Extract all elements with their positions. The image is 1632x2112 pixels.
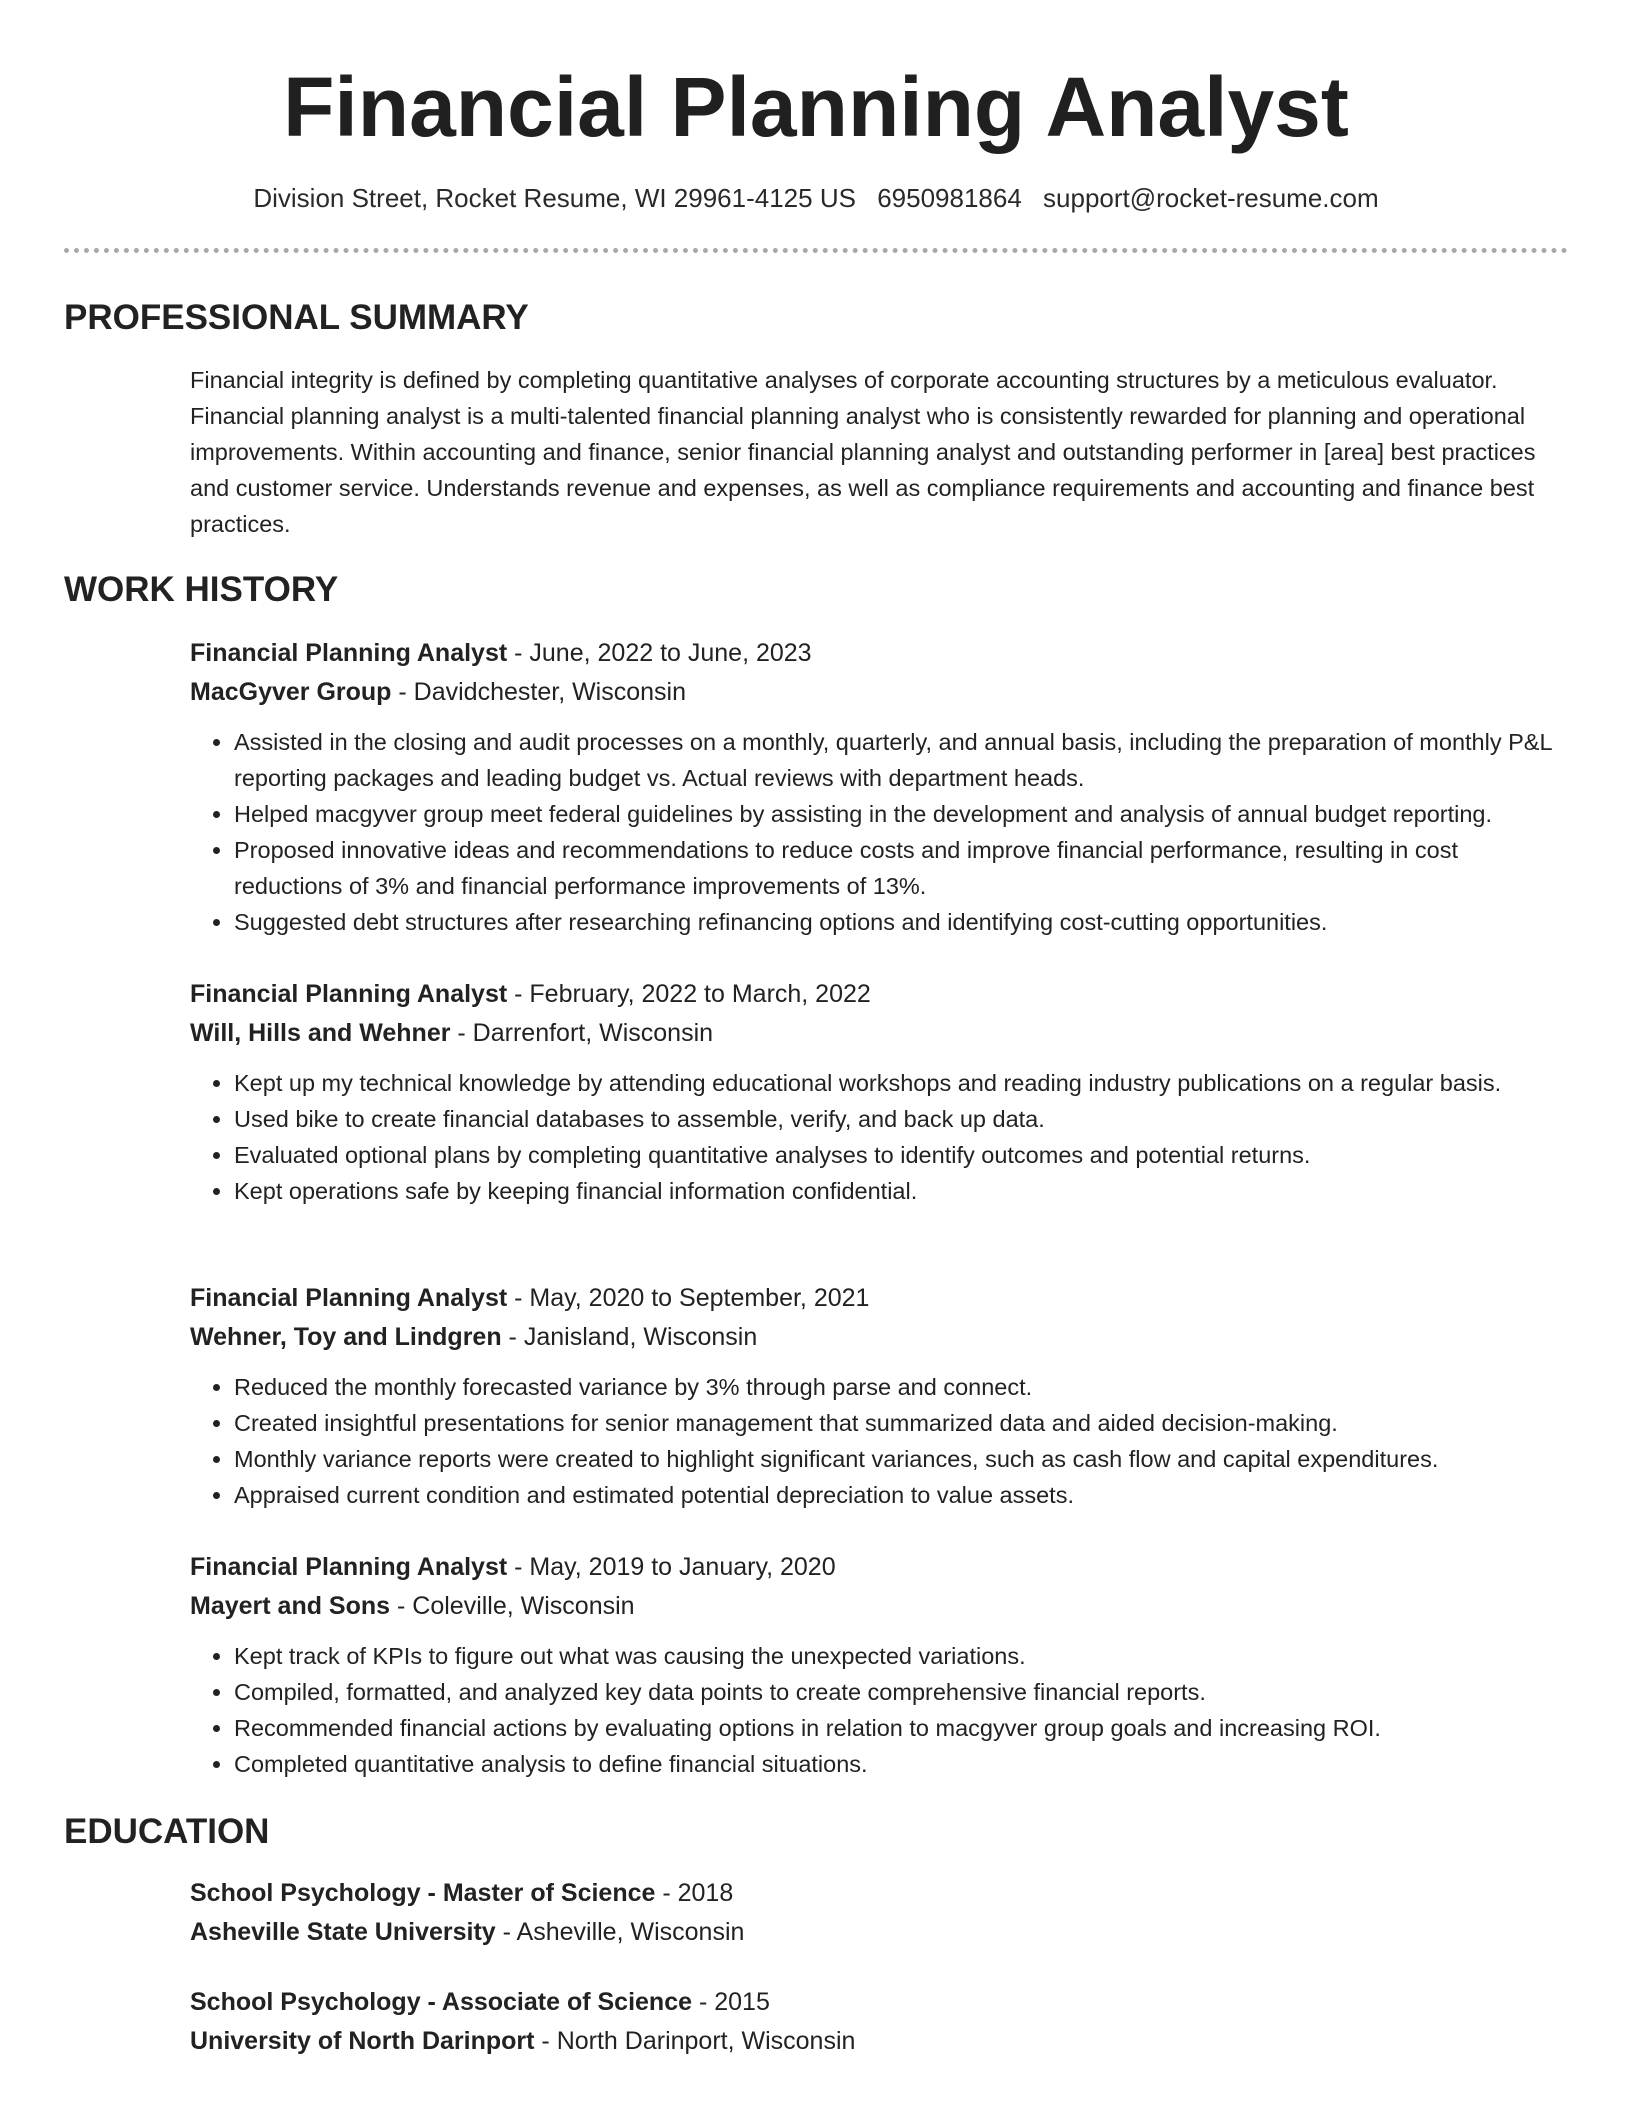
summary-heading: PROFESSIONAL SUMMARY — [64, 298, 529, 337]
job-company-line — [190, 673, 1570, 712]
job-bullets — [190, 1638, 1570, 1782]
job-title: Financial Planning Analyst — [190, 980, 508, 1008]
job-location: - Darrenfort, Wisconsin — [450, 1019, 714, 1047]
bullet-item: • Kept track of KPIs to figure out what was causing the unexpected variations. — [234, 1638, 1570, 1674]
school-name: University of North Darinport — [190, 2027, 535, 2055]
job-title-line — [190, 975, 1570, 1014]
job-title: Financial Planning Analyst — [190, 639, 508, 667]
bullet-item: • Kept up my technical knowledge by attending educational workshops and reading industry publications on a regular basis. — [234, 1065, 1570, 1101]
job-dates: - May, 2020 to September, 2021 — [507, 1284, 870, 1312]
job-bullets — [190, 1369, 1570, 1513]
education-entry — [190, 1874, 1570, 1952]
header-divider — [64, 248, 1568, 253]
school-line — [190, 2022, 1570, 2061]
bullet-item: • Evaluated optional plans by completing quantitative analyses to identify outcomes and potential returns. — [234, 1137, 1570, 1173]
job-title: Financial Planning Analyst — [190, 1553, 508, 1581]
school-location: - Asheville, Wisconsin — [495, 1918, 745, 1946]
degree-year: - 2018 — [655, 1879, 734, 1907]
bullet-item: • Created insightful presentations for senior management that summarized data and aided decision-making. — [234, 1405, 1570, 1441]
bullet-item: • Kept operations safe by keeping financial information confidential. — [234, 1173, 1570, 1209]
bullet-item: • Used bike to create financial databases to assemble, verify, and back up data. — [234, 1101, 1570, 1137]
job-company: Will, Hills and Wehner — [190, 1019, 451, 1047]
school-line — [190, 1913, 1570, 1952]
job-entry — [190, 975, 1570, 1209]
summary-text: Financial integrity is defined by completing quantitative analyses of corporate accounting structures by a meticulous evaluator. Financial planning analyst is a multi-talented financial planning analyst who is consistently rewarded for planning and operational improvements. Within accounting and finance, senior financial planning analyst and outstanding performer in [area] best practices and customer service. Understands revenue and expenses, as well as compliance requirements and accounting and finance best practices. — [190, 367, 1536, 537]
bullet-item: • Helped macgyver group meet federal guidelines by assisting in the development and analysis of annual budget reporting. — [234, 796, 1570, 832]
job-dates: - February, 2022 to March, 2022 — [507, 980, 871, 1008]
school-location: - North Darinport, Wisconsin — [534, 2027, 856, 2055]
bullet-item: • Reduced the monthly forecasted variance by 3% through parse and connect. — [234, 1369, 1570, 1405]
bullet-item: • Suggested debt structures after researching refinancing options and identifying cost-cutting opportunities. — [234, 904, 1570, 940]
degree-line — [190, 1983, 1570, 2022]
job-title-line — [190, 1279, 1570, 1318]
job-title-line — [190, 634, 1570, 673]
bullet-item: • Appraised current condition and estimated potential depreciation to value assets. — [234, 1477, 1570, 1513]
degree-year: - 2015 — [692, 1988, 770, 2016]
work-history-heading: WORK HISTORY — [64, 570, 339, 609]
job-entry — [190, 634, 1570, 940]
job-company: Mayert and Sons — [190, 1592, 391, 1620]
contact-phone: 6950981864 — [877, 183, 1022, 213]
job-location: - Davidchester, Wisconsin — [391, 678, 686, 706]
bullet-item: • Completed quantitative analysis to define financial situations. — [234, 1746, 1570, 1782]
job-company: Wehner, Toy and Lindgren — [190, 1323, 502, 1351]
job-company-line — [190, 1318, 1570, 1357]
bullet-item: • Assisted in the closing and audit processes on a monthly, quarterly, and annual basis, including the preparation of monthly P&L reporting packages and leading budget vs. Actual reviews with department heads. — [234, 724, 1570, 796]
degree-name: School Psychology - Master of Science — [190, 1879, 656, 1907]
contact-line — [0, 180, 1632, 216]
job-dates: - June, 2022 to June, 2023 — [507, 639, 812, 667]
job-location: - Janisland, Wisconsin — [501, 1323, 758, 1351]
degree-line — [190, 1874, 1570, 1913]
job-entry — [190, 1279, 1570, 1513]
job-bullets — [190, 724, 1570, 940]
bullet-item: • Compiled, formatted, and analyzed key data points to create comprehensive financial reports. — [234, 1674, 1570, 1710]
job-location: - Coleville, Wisconsin — [390, 1592, 635, 1620]
contact-address: Division Street, Rocket Resume, WI 29961-4125 US — [253, 183, 856, 213]
bullet-item: • Monthly variance reports were created to highlight significant variances, such as cash flow and capital expenditures. — [234, 1441, 1570, 1477]
education-entry — [190, 1983, 1570, 2061]
job-entry — [190, 1548, 1570, 1782]
job-company: MacGyver Group — [190, 678, 392, 706]
bullet-item: • Recommended financial actions by evaluating options in relation to macgyver group goals and increasing ROI. — [234, 1710, 1570, 1746]
job-bullets — [190, 1065, 1570, 1209]
job-company-line — [190, 1014, 1570, 1053]
job-title-line — [190, 1548, 1570, 1587]
degree-name: School Psychology - Associate of Science — [190, 1988, 693, 2016]
candidate-name: Financial Planning Analyst — [283, 60, 1349, 154]
job-title: Financial Planning Analyst — [190, 1284, 508, 1312]
education-heading: EDUCATION — [64, 1812, 270, 1851]
job-dates: - May, 2019 to January, 2020 — [507, 1553, 836, 1581]
contact-email: support@rocket-resume.com — [1043, 183, 1379, 213]
school-name: Asheville State University — [190, 1918, 496, 1946]
bullet-item: • Proposed innovative ideas and recommendations to reduce costs and improve financial performance, resulting in cost reductions of 3% and financial performance improvements of 13%. — [234, 832, 1570, 904]
job-company-line — [190, 1587, 1570, 1626]
